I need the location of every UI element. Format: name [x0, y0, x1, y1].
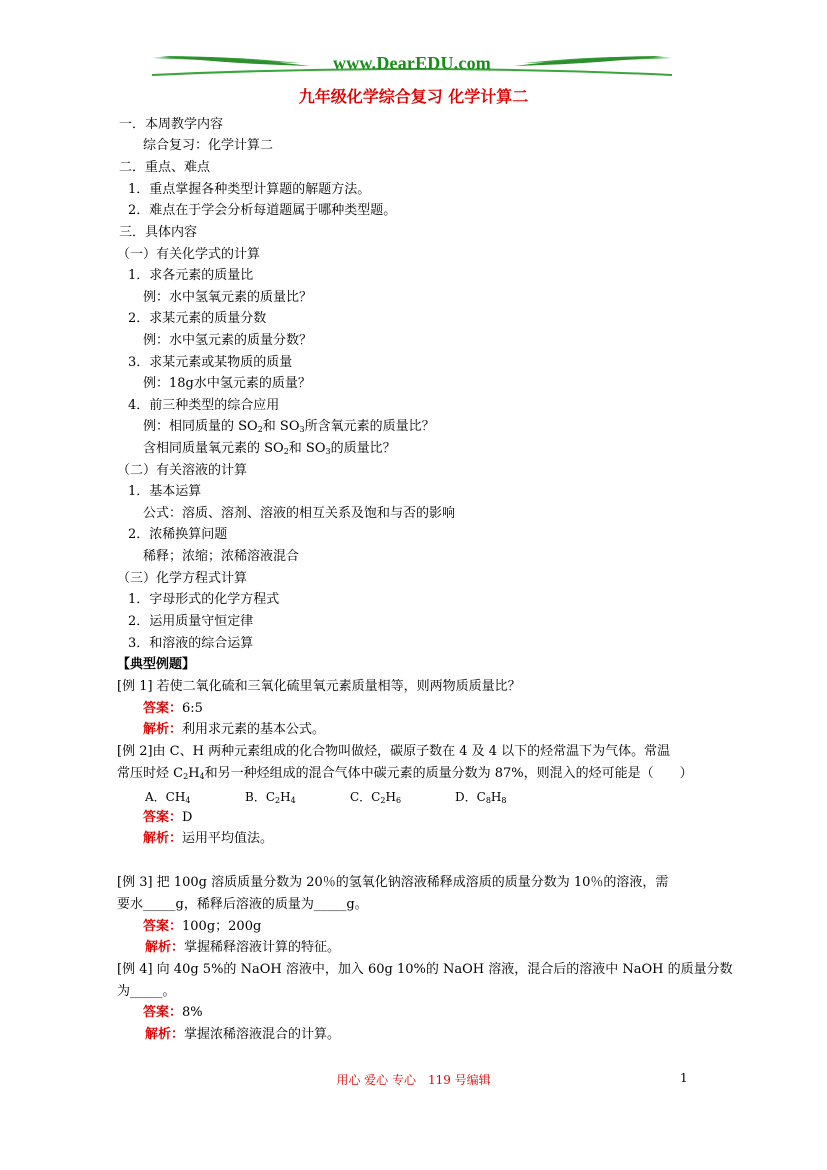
section-1-content: 综合复习：化学计算二 [143, 138, 274, 153]
analysis-label: 解析： [143, 722, 183, 737]
part-1-item-2-example: 例：水中氢元素的质量分数？ [143, 333, 313, 348]
example-4-answer: 答案：8% [143, 1005, 203, 1020]
analysis-label: 解析： [143, 831, 183, 846]
section-1-heading: 一．本周教学内容 [119, 117, 224, 132]
part-3-heading: （三）化学方程式计算 [117, 571, 248, 586]
part-3-item-2: 2．运用质量守恒定律 [128, 614, 254, 629]
example-4-question-line-1: [例 4] 向 40g 5%的 NaOH 溶液中，加入 60g 10%的 NaOH 溶液，混合后的溶液中 NaOH 的质量分数 [117, 962, 733, 977]
part-1-item-2: 2．求某元素的质量分数 [128, 311, 267, 326]
part-1-item-4: 4．前三种类型的综合应用 [128, 398, 280, 413]
part-1-item-4-example-2: 含相同质量氧元素的 $SO_2$和 $SO_3$的质量比？ [143, 441, 396, 456]
example-1-analysis: 解析：利用求元素的基本公式。 [143, 722, 326, 737]
page-title: 九年级化学综合复习 化学计算二 [298, 87, 529, 106]
analysis-label: 解析： [145, 940, 185, 955]
example-1-question: [例 1] 若使二氧化硫和三氧化硫里氧元素质量相等，则两物质质量比？ [117, 679, 521, 694]
example-2-question-line-1: [例 2]由 C、H 两种元素组成的化合物叫做烃，碳原子数在 4 及 4 以下的烃常温下为气体。常温 [117, 744, 671, 759]
example-1-answer: 答案：6:5 [143, 701, 203, 716]
example-4-analysis: 解析：掌握浓稀溶液混合的计算。 [145, 1027, 341, 1042]
example-3-answer: 答案：100g；200g [143, 919, 262, 934]
answer-label: 答案： [143, 810, 183, 825]
example-3-question-line-2: 要水_____g，稀释后溶液的质量为_____g。 [117, 897, 368, 912]
part-3-item-1: 1．字母形式的化学方程式 [128, 592, 280, 607]
part-2-heading: （二）有关溶液的计算 [117, 463, 248, 478]
part-2-item-2-content: 稀释；浓缩；浓稀溶液混合 [143, 549, 300, 564]
page-number: 1 [680, 1071, 688, 1085]
analysis-label: 解析： [145, 1027, 185, 1042]
part-1-heading: （一）有关化学式的计算 [117, 247, 261, 262]
section-3-heading: 三．具体内容 [119, 225, 198, 240]
site-url: www.DearEDU.com [333, 53, 491, 73]
part-3-item-3: 3．和溶液的综合运算 [128, 636, 254, 651]
section-2-item-1: 1．重点掌握各种类型计算题的解题方法。 [128, 182, 371, 197]
answer-label: 答案： [143, 1005, 183, 1020]
example-3-question-line-1: [例 3] 把 100g 溶质质量分数为 20％的氢氧化钠溶液稀释成溶质的质量分数为 10％的溶液，需 [117, 875, 669, 890]
part-2-item-2: 2．浓稀换算问题 [128, 527, 228, 542]
page-footer: 用心 爱心 专心 119 号编辑 [336, 1073, 491, 1087]
example-2-question-line-2: 常压时烃 $C_2H_4$和另一种烃组成的混合气体中碳元素的质量分数为 87%，则混入的烃可能是（ ） [117, 766, 693, 781]
part-1-item-4-example-1: 例：相同质量的 $SO_2$和 $SO_3$所含氧元素的质量比？ [143, 419, 435, 434]
example-2-option-a: A．$CH_4$ [145, 790, 191, 805]
site-header-banner [150, 52, 674, 80]
part-2-item-1: 1．基本运算 [128, 484, 202, 499]
example-2-option-b: B．$C_2H_4$ [245, 790, 296, 805]
part-1-item-3: 3．求某元素或某物质的质量 [128, 355, 293, 370]
examples-heading: 【典型例题】 [117, 657, 196, 672]
example-2-option-c: C．$C_2H_6$ [350, 790, 402, 805]
part-2-item-1-content: 公式：溶质、溶剂、溶液的相互关系及饱和与否的影响 [143, 506, 456, 521]
section-2-heading: 二．重点、难点 [119, 160, 211, 175]
example-3-analysis: 解析：掌握稀释溶液计算的特征。 [145, 940, 341, 955]
answer-label: 答案： [143, 701, 183, 716]
example-2-option-d: D．$C_8H_8$ [455, 790, 507, 805]
part-1-item-1: 1．求各元素的质量比 [128, 268, 254, 283]
part-1-item-3-example: 例：18g水中氢元素的质量？ [143, 376, 311, 391]
example-2-analysis: 解析：运用平均值法。 [143, 831, 274, 846]
part-1-item-1-example: 例：水中氢氧元素的质量比？ [143, 290, 313, 305]
section-2-item-2: 2．难点在于学会分析每道题属于哪种类型题。 [128, 203, 397, 218]
answer-label: 答案： [143, 919, 183, 934]
example-4-question-line-2: 为_____。 [117, 984, 176, 999]
example-2-answer: 答案：D [143, 810, 193, 825]
